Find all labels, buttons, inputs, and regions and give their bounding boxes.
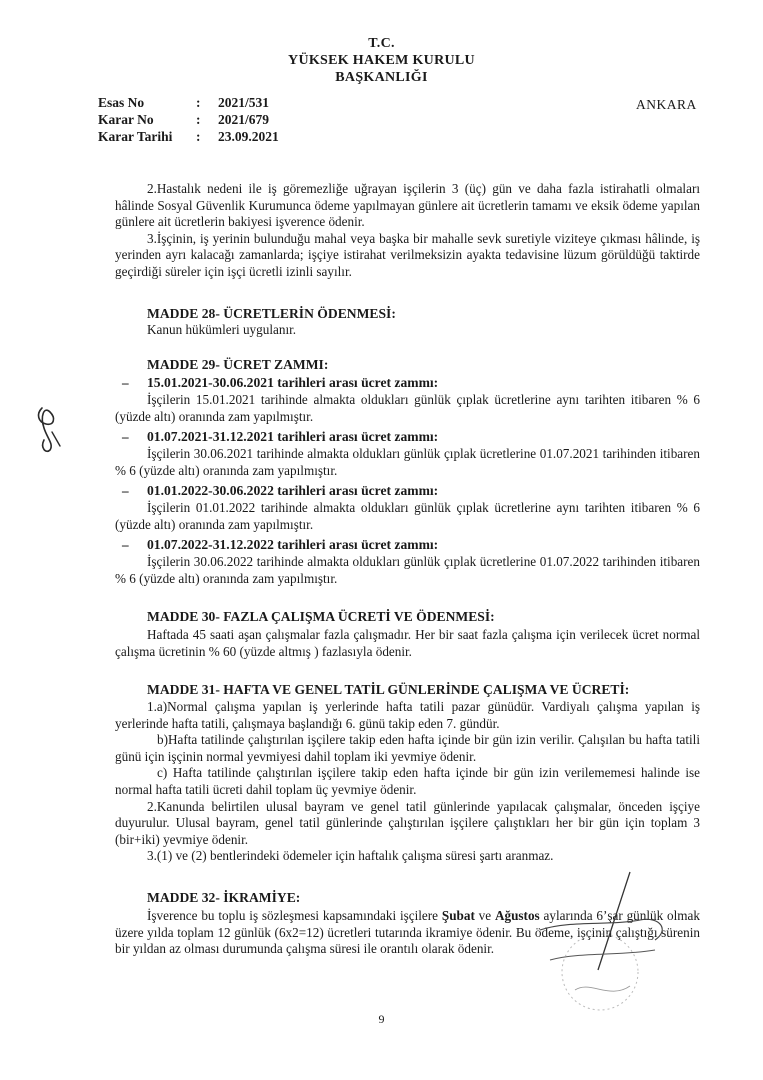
paragraph: 2.Hastalık nedeni ile iş göremezliğe uğrayan işçilerin 3 (üç) gün ve daha fazla istirahatli olmaları hâlinde Sosyal Güvenlik Kurumunca ödeme yapılmayan günlere ait ücretlerin tamamı ve eksik ödeme yapılan günlere ait ücretlerin bakiyesi işverence ödenir.	[115, 181, 700, 230]
handwritten-initial-signature	[32, 402, 68, 454]
dash-marker: –	[122, 483, 129, 498]
intro-section	[115, 181, 700, 281]
raise-period-text	[115, 500, 700, 533]
header-institution: YÜKSEK HAKEM KURULU	[288, 53, 475, 68]
paragraph: İşçilerin 01.01.2022 tarihinde almakta oldukları günlük çıplak ücretlerine aynı tarihten itibaren % 6 (yüzde altı) oranında zam yapılmıştır.	[115, 500, 700, 532]
article-30-title: MADDE 30- FAZLA ÇALIŞMA ÜCRETİ VE ÖDENMESİ:	[147, 609, 495, 624]
paragraph: c) Hafta tatilinde çalıştırılan işçilere takip eden hafta içinde bir gün izin verilememesi halinde ise normal hafta tatili ücreti dahil toplam üç yevmiye ödenir.	[115, 765, 700, 797]
paragraph: 2.Kanunda belirtilen ulusal bayram ve genel tatil günlerinde yapılacak çalışmalar, önceden işçiye duyurulur. Ulusal bayram, genel tatil günlerinde çalıştırılan işçilere çalıştıkları her bir gün için toplam 3 (bir+iki) yevmiye ödenir.	[115, 798, 700, 847]
city-label: ANKARA	[636, 97, 697, 112]
paragraph: b)Hafta tatilinde çalıştırılan işçilere takip eden hafta içinde bir gün izin verilir. Çalışılan bu hafta tatili günü için işçinin normal yevmiyesi dahil toplam iki yevmiye ödenir.	[115, 732, 700, 764]
raise-period-heading: 01.07.2022-31.12.2022 tarihleri arası ücret zammı:	[147, 537, 439, 552]
paragraph: İşçilerin 30.06.2022 tarihinde almakta oldukları günlük çıplak ücretlerine 01.07.2022 tarihinden itibaren % 6 (yüzde altı) oranında zam yapılmıştır.	[115, 554, 700, 586]
meta-karar-no: Karar No : 2021/679	[98, 112, 270, 127]
raise-period-text	[115, 446, 700, 479]
meta-value: 2021/679	[218, 112, 270, 127]
meta-key: Karar No	[98, 112, 154, 127]
meta-key: Karar Tarihi	[98, 129, 173, 144]
paragraph: Haftada 45 saati aşan çalışmalar fazla çalışmadır. Her bir saat fazla çalışma için verilecek ücret normal çalışma ücretinin % 60 (yüzde altmış ) fazlasıyla ödenir.	[115, 627, 700, 659]
raise-period-heading: 01.01.2022-30.06.2022 tarihleri arası ücret zammı:	[147, 483, 439, 498]
raise-period-heading: 01.07.2021-31.12.2021 tarihleri arası ücret zammı:	[147, 429, 439, 444]
paragraph: 3.(1) ve (2) bentlerindeki ödemeler için haftalık çalışma süresi şartı aranmaz.	[147, 848, 554, 864]
dash-marker: –	[122, 537, 129, 552]
paragraph: İşçilerin 30.06.2021 tarihinde almakta oldukları günlük çıplak ücretlerine 01.07.2021 tarihinden itibaren % 6 (yüzde altı) oranında zam yapılmıştır.	[115, 446, 700, 478]
dash-marker: –	[122, 429, 129, 444]
paragraph: Kanun hükümleri uygulanır.	[147, 322, 297, 337]
month-february: Şubat	[441, 908, 475, 923]
article-31-title: MADDE 31- HAFTA VE GENEL TATİL GÜNLERİNDE ÇALIŞMA VE ÜCRETİ:	[147, 682, 630, 697]
article-28-title: MADDE 28- ÜCRETLERİN ÖDENMESİ:	[147, 306, 396, 321]
header-tc: T.C.	[368, 36, 395, 51]
meta-value: 23.09.2021	[218, 129, 279, 144]
raise-period-heading: 15.01.2021-30.06.2021 tarihleri arası ücret zammı:	[147, 375, 439, 390]
raise-period-text	[115, 554, 700, 587]
meta-value: 2021/531	[218, 95, 270, 110]
paragraph: İşçilerin 15.01.2021 tarihinde almakta oldukları günlük çıplak ücretlerine aynı tarihten itibaren % 6 (yüzde altı) oranında zam yapılmıştır.	[115, 392, 700, 424]
meta-key: Esas No	[98, 95, 145, 110]
meta-karar-tarihi: Karar Tarihi : 23.09.2021	[98, 129, 279, 144]
article-28-text	[147, 322, 702, 339]
article-31-body	[115, 699, 700, 865]
paragraph: 3.İşçinin, iş yerinin bulunduğu mahal veya başka bir mahalle sevk suretiyle viziteye çıkması hâlinde, iş yerinden ayrı kalacağı zamanlarda; işçiye istirahat verilmeksizin ayakta tedavisine lüzum görüldüğü taktirde geçirdiği süreler için işçi ücretli izinli sayılır.	[115, 230, 700, 279]
meta-esas-no: Esas No : 2021/531	[98, 95, 270, 110]
raise-period-text	[115, 392, 700, 425]
dash-marker: –	[122, 375, 129, 390]
paragraph: 1.a)Normal çalışma yapılan iş yerlerinde hafta tatili pazar günüdür. Vardiyalı çalışma yapılan iş yerlerinde hafta tatili, çalışmaya başlandığı 6. günü takip eden 7. gündür.	[115, 699, 700, 731]
month-august: Ağustos	[494, 908, 540, 923]
article-32-title: MADDE 32- İKRAMİYE:	[147, 890, 301, 905]
page-number: 9	[378, 1012, 385, 1026]
article-30-text	[115, 627, 700, 660]
stamp-signature-mark	[480, 860, 720, 1020]
header-presidency: BAŞKANLIĞI	[335, 70, 428, 85]
paragraph: İşverence bu toplu iş sözleşmesi kapsamındaki işçilere Şubat ve Ağustos aylarında 6’şar günlük olmak üzere yılda toplam 12 günlük (6x2=12) ücretleri tutarında ikramiye ödenir. Bu ödeme, işçinin çalıştığı sürenin bir yıldan az olması durumunda çalışma süresi ile orantılı olarak ödenir.	[115, 908, 700, 957]
article-29-title: MADDE 29- ÜCRET ZAMMI:	[147, 357, 329, 372]
